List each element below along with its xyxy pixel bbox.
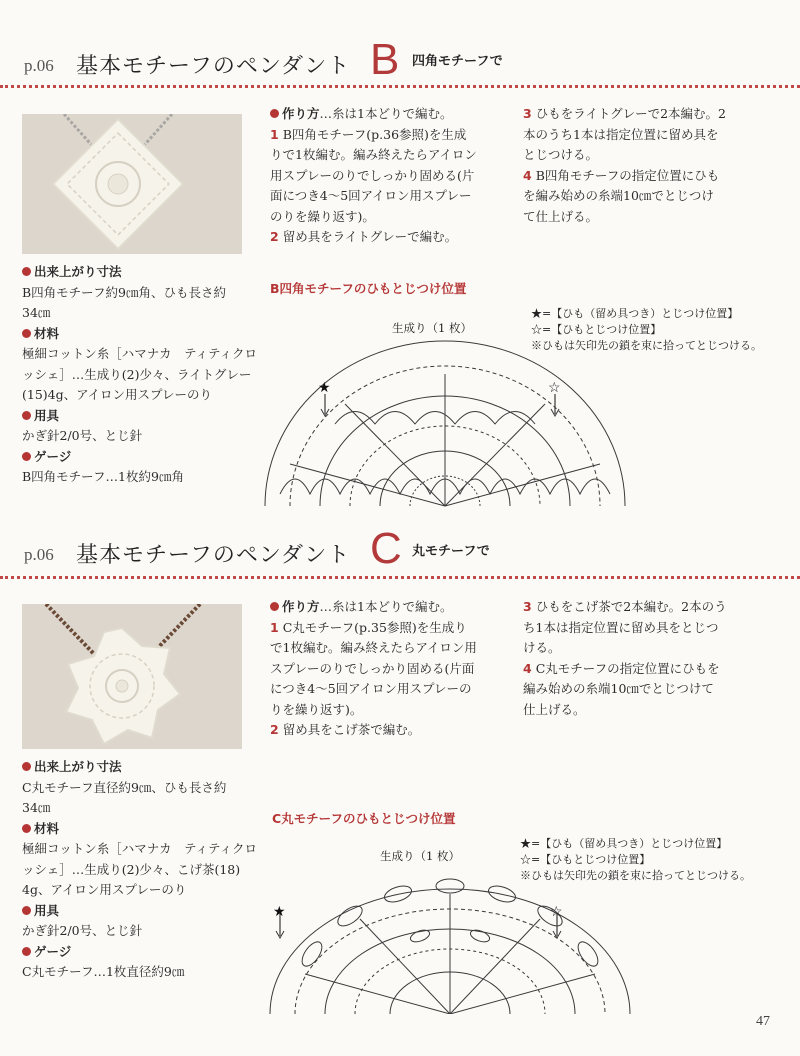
dotted-rule-b xyxy=(0,85,800,88)
step-line: 本のうち1本は指定位置に留め具を xyxy=(523,126,719,142)
section-subtitle-c: 丸モチーフで xyxy=(412,544,490,559)
bullet-dot-icon xyxy=(270,602,279,611)
filled-star-icon: ★ xyxy=(273,904,286,920)
spec-gauge-line: C丸モチーフ…1枚直径約9㎝ xyxy=(22,964,185,979)
step-line: 1 B四角モチーフ(p.36参照)を生成 xyxy=(270,126,467,142)
spec-material-line: ッシェ］…生成り(2)少々、ライトグレー xyxy=(22,366,252,382)
spec-tools-line: かぎ針2/0号、とじ針 xyxy=(22,923,143,938)
step-line: りを繰り返す)。 xyxy=(270,701,363,717)
diagram-label-b: 生成り（1 枚） xyxy=(392,321,472,335)
bullet-dot-icon xyxy=(22,411,31,420)
steps-right-c xyxy=(523,597,783,720)
legend-filled-star: ★=【ひも（留め具つき）とじつけ位置】 xyxy=(520,837,728,850)
spec-gauge-heading: ゲージ xyxy=(22,447,257,468)
dotted-rule-c xyxy=(0,576,800,579)
method-line: 作り方…糸は1本どりで編む。 xyxy=(270,597,510,618)
step-line: のりを繰り返す)。 xyxy=(270,208,375,224)
step-line: 4 C丸モチーフの指定位置にひもを xyxy=(523,660,720,676)
spec-tools-heading: 用具 xyxy=(22,406,257,427)
spec-size-line: 34㎝ xyxy=(22,305,51,320)
page-ref-b: p.06 xyxy=(24,56,54,75)
step-line: 2 留め具をライトグレーで編む。 xyxy=(270,229,458,244)
steps-left-b xyxy=(270,104,510,248)
legend-filled-star: ★=【ひも（留め具つき）とじつけ位置】 xyxy=(531,307,739,320)
spec-gauge-heading: ゲージ xyxy=(22,942,257,963)
step-line: につき4～5回アイロン用スプレーの xyxy=(270,681,472,696)
step-line: とじつける。 xyxy=(523,147,599,162)
bullet-dot-icon xyxy=(22,906,31,915)
bullet-dot-icon xyxy=(22,329,31,338)
bullet-dot-icon xyxy=(22,824,31,833)
step-line: 3 ひもをこげ茶で2本編む。2本のう xyxy=(523,599,727,614)
legend-open-star: ☆=【ひもとじつけ位置】 xyxy=(531,323,662,336)
spec-material-line: 極細コットン糸［ハマナカ ティティクロ xyxy=(22,841,258,856)
spec-tools-line: かぎ針2/0号、とじ針 xyxy=(22,428,143,443)
spec-size-heading: 出来上がり寸法 xyxy=(22,757,257,778)
step-line: 4 B四角モチーフの指定位置にひも xyxy=(523,167,720,183)
step-line: ち1本は指定位置に留め具をとじつ xyxy=(523,619,719,635)
crochet-diagram-round xyxy=(250,864,640,1014)
spec-material-line: 4g、アイロン用スプレーのり xyxy=(22,882,187,897)
step-line: 2 留め具をこげ茶で編む。 xyxy=(270,722,421,737)
step-line: 1 C丸モチーフ(p.35参照)を生成り xyxy=(270,619,467,635)
step-line: を編み始めの糸端10㎝でとじつけ xyxy=(523,188,714,203)
legend-open-star: ☆=【ひもとじつけ位置】 xyxy=(520,853,651,866)
spec-material-line: (15)4g、アイロン用スプレーのり xyxy=(22,387,212,402)
step-line: りで1枚編む。編み終えたらアイロン xyxy=(270,147,477,162)
steps-right-b xyxy=(523,104,783,227)
crochet-diagram-square xyxy=(250,334,640,514)
photo-square-pendant xyxy=(22,114,242,254)
spec-size-line: B四角モチーフ約9㎝角、ひも長さ約 xyxy=(22,284,227,300)
bullet-dot-icon xyxy=(270,109,279,118)
bullet-dot-icon xyxy=(22,452,31,461)
bullet-dot-icon xyxy=(22,267,31,276)
step-line: 面につき4～5回アイロン用スプレー xyxy=(270,188,472,203)
spec-material-heading: 材料 xyxy=(22,324,257,345)
section-title-c: 基本モチーフのペンダント xyxy=(76,543,351,568)
page-ref-c: p.06 xyxy=(24,545,54,564)
photo-round-pendant xyxy=(22,604,242,749)
step-line: スプレーのりでしっかり固める(片面 xyxy=(270,660,475,676)
spec-gauge-line: B四角モチーフ…1枚約9㎝角 xyxy=(22,469,184,484)
spec-material-line: ッシェ］…生成り(2)少々、こげ茶(18) xyxy=(22,861,241,877)
spec-size-line: 34㎝ xyxy=(22,800,51,815)
step-line: 3 ひもをライトグレーで2本編む。2 xyxy=(523,106,726,121)
diagram-title-b: B四角モチーフのひもとじつけ位置 xyxy=(270,281,467,296)
step-line: ける。 xyxy=(523,640,561,655)
section-letter-b: B xyxy=(370,35,400,84)
method-line: 作り方…糸は1本どりで編む。 xyxy=(270,104,510,125)
bullet-dot-icon xyxy=(22,947,31,956)
diagram-title-c: C丸モチーフのひもとじつけ位置 xyxy=(272,811,456,826)
open-star-icon: ☆ xyxy=(550,904,563,920)
page-number: 47 xyxy=(756,1014,770,1029)
step-line: で1枚編む。編み終えたらアイロン用 xyxy=(270,640,477,655)
filled-star-icon: ★ xyxy=(318,380,331,396)
spec-material-line: 極細コットン糸［ハマナカ ティティクロ xyxy=(22,346,258,361)
bullet-dot-icon xyxy=(22,762,31,771)
spec-size-line: C丸モチーフ直径約9㎝、ひも長さ約 xyxy=(22,779,227,795)
section-title-b: 基本モチーフのペンダント xyxy=(76,54,351,79)
section-letter-c: C xyxy=(370,524,402,573)
step-line: 用スプレーのりでしっかり固める(片 xyxy=(270,167,475,183)
step-line: 仕上げる。 xyxy=(523,701,586,717)
steps-left-c xyxy=(270,597,510,741)
specs-b xyxy=(22,262,257,488)
section-subtitle-b: 四角モチーフで xyxy=(412,54,503,69)
legend-note: ※ひもは矢印先の鎖を束に拾ってとじつける。 xyxy=(531,339,762,352)
step-line: て仕上げる。 xyxy=(523,208,599,224)
specs-c xyxy=(22,757,257,983)
spec-tools-heading: 用具 xyxy=(22,901,257,922)
step-line: 編み始めの糸端10㎝でとじつけて xyxy=(523,681,714,696)
legend-note: ※ひもは矢印先の鎖を束に拾ってとじつける。 xyxy=(520,869,751,882)
open-star-icon: ☆ xyxy=(548,380,561,396)
diagram-label-c: 生成り（1 枚） xyxy=(380,849,460,863)
spec-material-heading: 材料 xyxy=(22,819,257,840)
spec-size-heading: 出来上がり寸法 xyxy=(22,262,257,283)
